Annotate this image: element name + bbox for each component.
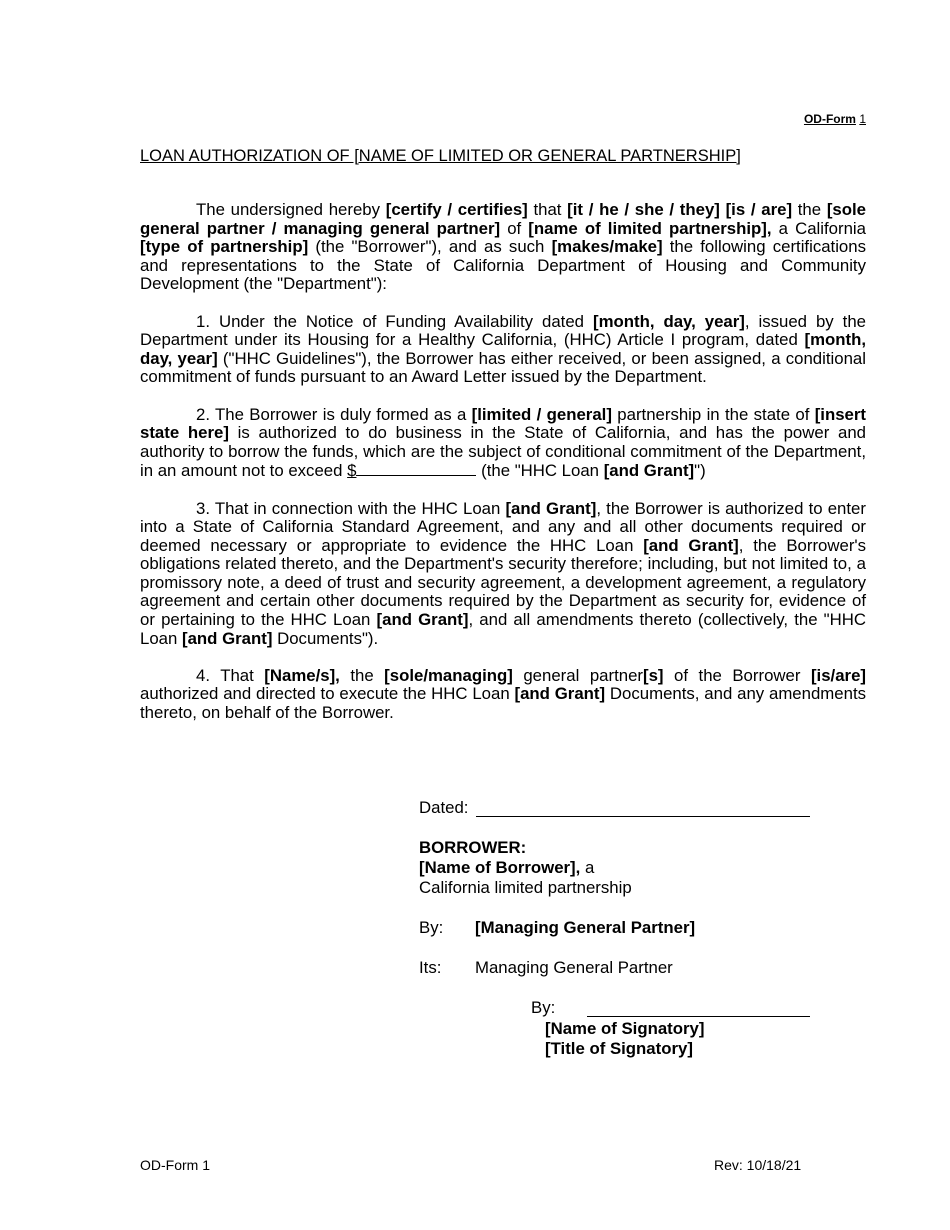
- signatory-name: [Name of Signatory]: [545, 1019, 705, 1038]
- managing-general-partner: [Managing General Partner]: [475, 918, 696, 937]
- dated-label: Dated:: [419, 798, 469, 817]
- amount-dollar-sign: $: [347, 461, 357, 481]
- its-value: Managing General Partner: [475, 958, 673, 977]
- paragraph-3: 3. That in connection with the HHC Loan [and Grant], the Borrower is authorized to enter into a State of California Standard Agreement, and any and all other documents required or deemed necessary or appropriate to evidence the HHC Loan [and Grant], the Borrower's obligations related thereto, and the Department's security therefore; including, but not limited to, a promissory note, a deed of trust and security agreement, a development agreement, a regulatory agreement and certain other documents required by the Department as security for, evidence of or pertaining to the HHC Loan [and Grant], and all amendments thereto (collectively, the "HHC Loan [and Grant] Documents").: [140, 498, 866, 648]
- signatory-title: [Title of Signatory]: [545, 1039, 693, 1058]
- by-label: By:: [419, 918, 444, 937]
- document-body: [140, 201, 866, 741]
- paragraph-1: 1. Under the Notice of Funding Availability dated [month, day, year], issued by the Department under its Housing for a Healthy California, (HHC) Article I program, dated [month, day, year] ("HHC Guidelines"), the Borrower has either received, or been assigned, a conditional commitment of funds pursuant to an Award Letter issued by the Department.: [140, 311, 866, 387]
- amount-blank-line[interactable]: [356, 461, 476, 476]
- dated-signature-line[interactable]: [476, 816, 810, 817]
- by2-label: By:: [531, 998, 556, 1017]
- footer-revision: Rev: 10/18/21: [714, 1157, 802, 1173]
- form-reference: [804, 112, 866, 126]
- borrower-type: California limited partnership: [419, 878, 632, 897]
- paragraph-4: 4. That [Name/s], the [sole/managing] general partner[s] of the Borrower [is/are] authorized and directed to execute the HHC Loan [and Grant] Documents, and any amendments thereto, on behalf of the Borrower.: [140, 665, 867, 723]
- intro-paragraph: The undersigned hereby [certify / certifies] that [it / he / she / they] [is / are] the [sole general partner / managing general partner] of [name of limited partnership], a California [type of partnership] (the "Borrower"), and as such [makes/make] the following certifications and representations to the State of California Department of Housing and Community Development (the "Department"):: [140, 200, 866, 294]
- form-reference-number: 1: [859, 112, 866, 126]
- paragraph-2: 2. The Borrower is duly formed as a [limited / general] partnership in the state of [insert state here] is authorized to do business in the State of California, and has the power and authority to borrow the funds, which are the subject of conditional commitment of the Department, in an amount not to exceed $ (the "HHC Loan [and Grant]"): [140, 404, 867, 481]
- borrower-name: [Name of Borrower],: [419, 858, 581, 877]
- borrower-name-line: [Name of Borrower], a: [419, 858, 595, 877]
- footer-form-id: OD-Form 1: [140, 1157, 210, 1173]
- document-title: LOAN AUTHORIZATION OF [NAME OF LIMITED OR GENERAL PARTNERSHIP]: [140, 147, 741, 165]
- borrower-label: BORROWER:: [419, 838, 527, 857]
- signatory-signature-line[interactable]: [587, 1016, 810, 1017]
- its-label: Its:: [419, 958, 442, 977]
- form-reference-label: OD-Form: [803, 112, 856, 126]
